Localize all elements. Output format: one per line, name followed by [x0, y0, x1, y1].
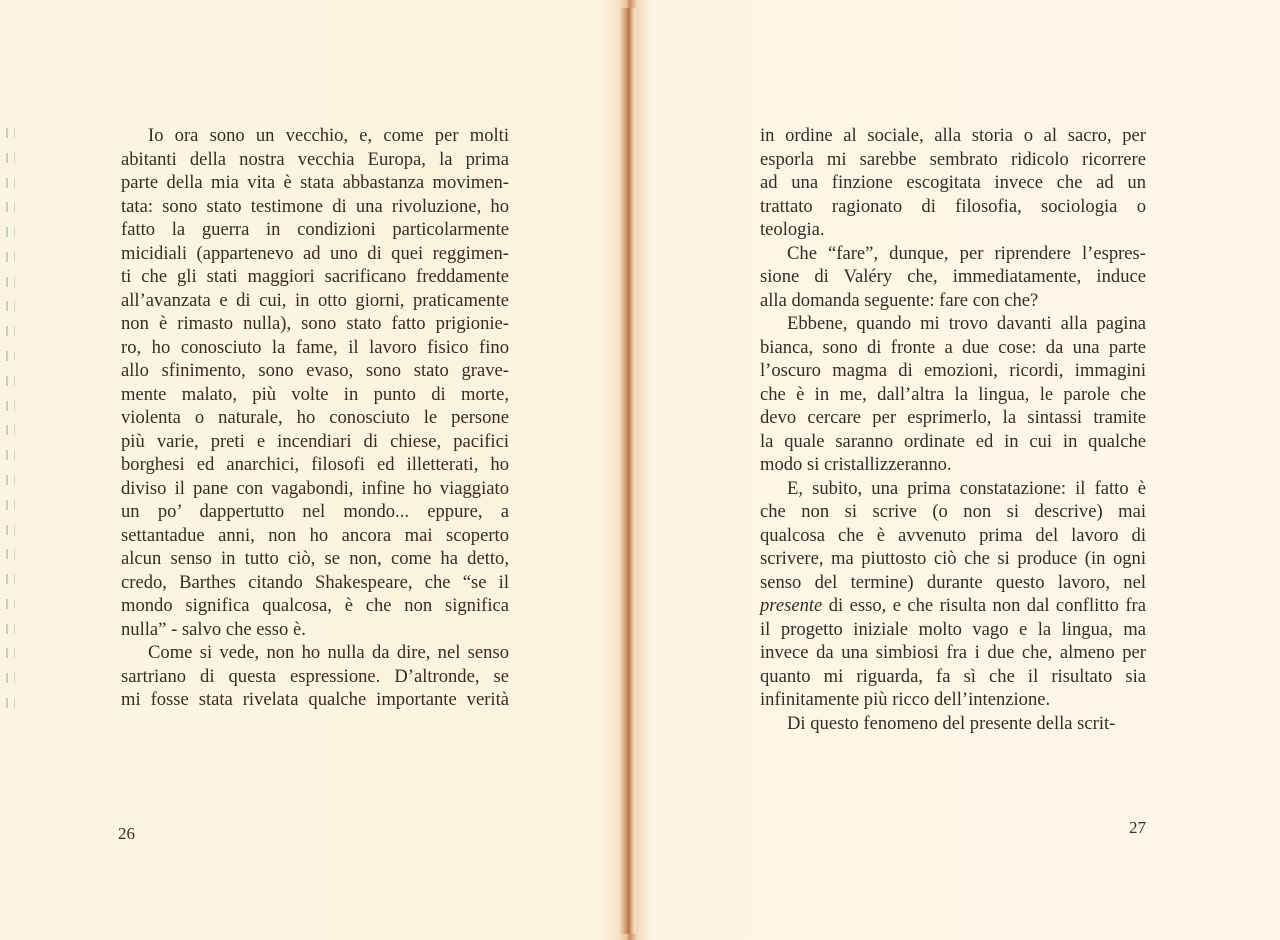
text-line: ti che gli stati maggiori sacrificano freddamente — [121, 266, 509, 287]
text-line: che non si scrive (o non si descrive) mai — [760, 501, 1146, 522]
text-line: micidiali (appartenevo ad uno di quei reggimen- — [121, 242, 509, 264]
text-line: ad una finzione escogitata invece che ad un — [760, 172, 1146, 193]
text-line: che è in me, dall’altra la lingua, le parole che — [760, 383, 1146, 405]
text-line: ro, ho conosciuto la fame, il lavoro fisico fino — [121, 336, 509, 358]
left-page-number: 26 — [118, 824, 135, 843]
text-line: in ordine al sociale, alla storia o al sacro, per — [760, 125, 1146, 146]
text-line: mondo significa qualcosa, è che non significa — [121, 595, 509, 616]
text-line: modo si cristallizzeranno. — [760, 454, 952, 475]
text-line: invece da una simbiosi fra i due che, almeno per — [760, 642, 1146, 663]
text-line: all’avanzata e di cui, in otto giorni, praticamente — [121, 289, 509, 311]
text-line: Io ora sono un vecchio, e, come per molti — [148, 125, 509, 146]
text-line: sartriano di questa espressione. D’altronde, se — [121, 665, 509, 687]
text-line: esporla mi sarebbe sembrato ridicolo ricorrere — [760, 148, 1146, 170]
text-line: teologia. — [760, 219, 825, 240]
text-line-rest: di esso, e che risulta non dal conflitto fra — [822, 595, 1146, 616]
right-page-number: 27 — [1129, 818, 1146, 837]
text-line: alla domanda seguente: fare con che? — [760, 289, 1039, 311]
text-line: allo sfinimento, sono evaso, sono stato grave- — [121, 360, 509, 381]
text-line: abitanti della nostra vecchia Europa, la prima — [121, 148, 509, 170]
right-page-text — [760, 124, 1146, 735]
text-line: mente malato, più volte in punto di morte, — [121, 383, 509, 405]
text-line: Di questo fenomeno del presente della scrit- — [787, 712, 1116, 734]
text-line: E, subito, una prima constatazione: il fatto è — [787, 477, 1146, 499]
text-line: la quale saranno ordinate ed in cui in qualche — [760, 430, 1146, 452]
text-line: scrivere, ma piuttosto ciò che si produce (in ogni — [760, 548, 1146, 569]
text-line: fatto la guerra in condizioni particolarmente — [121, 219, 509, 240]
text-line: credo, Barthes citando Shakespeare, che “se il — [121, 571, 509, 593]
bleed-through-margin — [6, 128, 18, 708]
text-line — [760, 594, 1146, 618]
left-page-text — [121, 124, 509, 712]
text-line: settantadue anni, non ho ancora mai scoperto — [121, 524, 509, 546]
text-line: trattato ragionato di filosofia, sociologia o — [760, 195, 1146, 217]
text-line: devo cercare per esprimerlo, la sintassi tramite — [760, 407, 1146, 428]
text-line: qualcosa che è avvenuto prima del lavoro di — [760, 524, 1146, 546]
text-line: un po’ dappertutto nel mondo... eppure, a — [121, 501, 509, 522]
text-line: diviso il pane con vagabondi, infine ho viaggiato — [121, 477, 509, 499]
text-line: tata: sono stato testimone di una rivoluzione, ho — [121, 195, 509, 217]
text-line: non è rimasto nulla), sono stato fatto prigionie- — [121, 313, 509, 334]
text-line: quanto mi riguarda, fa sì che il risultato sia — [760, 665, 1146, 687]
text-line: Ebbene, quando mi trovo davanti alla pagina — [787, 313, 1146, 334]
text-line: il progetto iniziale molto vago e la lingua, ma — [760, 618, 1146, 640]
text-line: Che “fare”, dunque, per riprendere l’espres- — [787, 242, 1146, 264]
text-line: sione di Valéry che, immediatamente, induce — [760, 266, 1146, 287]
text-line: Come si vede, non ho nulla da dire, nel senso — [148, 642, 509, 663]
text-line: violenta o naturale, ho conosciuto le persone — [121, 407, 509, 428]
text-line: mi fosse stata rivelata qualche importante verità — [121, 689, 509, 710]
text-line: infinitamente più ricco dell’intenzione. — [760, 689, 1051, 710]
text-line: nulla” - salvo che esso è. — [121, 618, 306, 640]
right-page — [636, 0, 1280, 940]
text-line: borghesi ed anarchici, filosofi ed illetterati, ho — [121, 454, 509, 475]
text-line: alcun senso in tutto ciò, se non, come ha detto, — [121, 548, 509, 569]
book-gutter — [620, 8, 636, 934]
text-line: senso del termine) durante questo lavoro, nel — [760, 571, 1146, 593]
text-line: più varie, preti e incendiari di chiese, pacifici — [121, 430, 509, 452]
emphasis-word: presente — [760, 595, 823, 616]
left-page — [0, 0, 626, 940]
text-line: bianca, sono di fronte a due cose: da una parte — [760, 336, 1146, 358]
text-line: l’oscuro magma di emozioni, ricordi, immagini — [760, 360, 1146, 381]
text-line: parte della mia vita è stata abbastanza movimen- — [121, 172, 509, 193]
